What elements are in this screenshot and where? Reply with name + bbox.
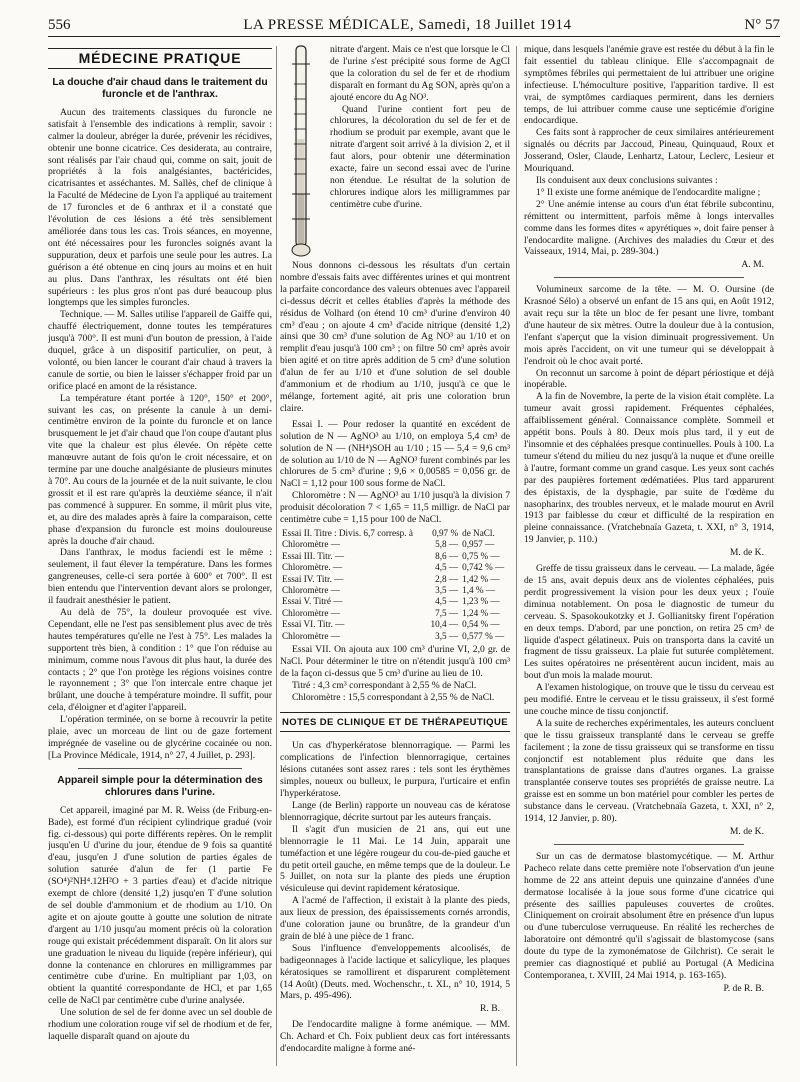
column-2 — [280, 44, 510, 1074]
paragraph: Sous l'influence d'enveloppements alcoolisés, de badigeonnages à l'acide lactique et salicylique, les plaques kératosiques se ramollirent et disparurent complètement (14 Août) (Deuts. med. Wochenschr., t. XL, n° 10, 1914, 5 Mars, p. 495-496). — [280, 942, 510, 1002]
table-cell: 3,5 — — [435, 584, 459, 595]
table-cell: 2,8 — — [435, 573, 459, 584]
column-rule-1 — [276, 46, 277, 1066]
page-header — [48, 10, 780, 37]
paragraph: Cet appareil, imaginé par M. R. Weiss (de Friburg-en-Bade), est formé d'un récipient cylindrique gradué (voir fig. ci-dessous) qui porte différents repères. On le remplit jusqu'en U d'urine du jour, étendue de 9 fois sa quantité d'eau, jusqu'en J d'une solution de parties égales de solution saturée d'alun de fer (1 partie Fe (SO⁴)²NH⁴.12H²O + 3 parties d'eau) et d'acide nitrique exempt de chlore (densité 1,2) jusqu'en T d'une solution de sel double d'ammonium et de rhodium au 1/10. On agite et on ajoute goutte à goutte une solution de nitrate d'argent au 1/10 jusqu'au moment précis où la coloration rouge qui existait précédemment disparaît. On lit alors sur une graduation le niveau du liquide (repère inférieur), qui donne la contenance en chlorures en milligrammes par centimètre cube d'urine. En multipliant par 1,03, on obtient la quantité correspondante de HCl, et par 1,65 celle de NaCl par centimètre cube d'urine analysée. — [48, 804, 272, 1007]
paragraph: Un cas d'hyperkératose blennorragique. — Parmi les complications de l'infection blennorragique, certaines lésions cutanées sont assez rares : tels sont les érythèmes simples, noueux ou bulleux, le purpura, l'urticaire et enfin l'hyperkératose. — [280, 740, 510, 800]
paragraph: Technique. — M. Salles utilise l'appareil de Gaiffe qui, chauffé électriquement, donne toutes les températures jusqu'à 700°. Il est muni d'un bouton de pression, à l'aide duquel, grâce à un dispositif particulier, on peut, à volonté, ou bien lancer le courant d'air chaud à travers la canule de sortie, ou bien le laisser s'échapper froid par un orifice placé en amont de la résistance. — [48, 309, 272, 392]
table-row — [280, 574, 510, 585]
table-cell: Essai III. Titr. — — [282, 550, 345, 561]
paragraph: Ils conduisent aux deux conclusions suivantes : — [536, 174, 718, 186]
paragraph: Quand l'urine contient fort peu de chlorures, la décoloration du sel de fer et de rhodium se produit par exemple, avant que le nitrate d'argent soit arrivé à la division 2, et il faut alors, pour obtenir une détermination exacte, faire un second essai avec de l'urine non étendue. Le résultat de la solution de chlorures indique alors les milligrammes par centimètre cube d'urine. — [330, 103, 510, 210]
paragraph: De l'endocardite maligne à forme anémique. — MM. Ch. Achard et Ch. Foix publient deux cas fort intéressants d'endocardite maligne à forme ané- — [280, 1019, 510, 1055]
paragraph: Chloromètre : 15,5 correspondant à 2,55 % de NaCl. — [292, 691, 495, 703]
paragraph: Titré : 4,3 cm³ correspondant à 2,55 % de NaCl. — [292, 679, 477, 691]
paragraph: Lange (de Berlin) rapporte un nouveau cas de kératose blennorragique, décrite surtout par les auteurs français. — [280, 799, 510, 823]
results-table — [280, 528, 510, 642]
paragraph: Greffe de tissu graisseux dans le cerveau. — La malade, âgée de 15 ans, avait depuis deux ans de violentes céphalées, puis perdit progressivement la vision pour les deux yeux ; l'ouïe diminua notablement. On posa le diagnostic de tumeur du cerveau. S. Spasokoukotzky et J. Gollianitsky firent l'opération en deux temps. D'abord, par une ponction, on retira 25 cm³ de liquide d'aspect gélatineux. Puis on transporta dans la cavité un fragment de tissu graisseux. La plaie fut suturée complètement. Les suites opératoires ne présentèrent aucun incident, mais au bout d'un mois la malade mourut. — [524, 563, 774, 682]
table-row — [280, 608, 510, 619]
table-row — [280, 562, 510, 573]
table-row — [280, 585, 510, 596]
table-row — [280, 528, 510, 539]
paragraph: La température étant portée à 120°, 150° et 200°, suivant les cas, on présente la canule à un demi-centimètre environ de la pointe du furoncle et on lance brusquement le jet d'air chaud que l'on coupe d'autant plus vite que la chaleur est plus élevée. On répète cette manœuvre autant de fois qu'on le croit nécessaire, et on termine par une douche analgésiante de plusieurs minutes à 70°. Au cours de la journée et de la nuit suivante, le clou grossit et il est rare qu'après la deuxième séance, il n'ait pas commencé à suppurer. En somme, il mûrit plus vite, et, au dire des malades après à faire la comparaison, cette phase d'expansion du furoncle est moins douloureuse après la douche d'air chaud. — [48, 392, 272, 547]
paragraph: Sur un cas de dermatose blastomycétique. — M. Arthur Pacheco relate dans cette première note l'observation d'un jeune homme de 22 ans atteint depuis une quinzaine d'années d'une dermatose localisée à la joue sous forme d'une cicatrice qui présente des saillies papuleuses couvertes de croûtes. Cliniquement on croirait absolument être en présence d'un lupus ou d'une tuberculose verruqueuse. En réalité les recherches de laboratoire ont démontré qu'il s'agissait de blastomycose (sans doute du type de la zymonématose de Gilchrist). Ce serait le premier cas diagnostiqué et publié au Portugal (A Medicina Contemporanea, t. XVIII, 24 Mai 1914, p. 163-165). — [524, 850, 774, 981]
journal-title: LA PRESSE MÉDICALE, Samedi, 18 Juillet 1914 — [243, 17, 572, 33]
paragraph: Chloromètre : N — AgNO³ au 1/10 jusqu'à la division 7 produisit décoloration 7 < 1,65 = 11,5 milligr. de NaCl par centimètre cube = 1,15 pour 100 de NaCl. — [280, 490, 510, 526]
table-cell: Essai VI. Titr. — — [282, 619, 345, 630]
table-cell: Chloromètre — — [282, 539, 340, 550]
table-cell: Essai II. Titre : Divis. 6,7 corresp. à — [282, 527, 413, 538]
paragraph: Ces faits sont à rapprocher de ceux similaires antérieurement signalés ou décrits par Jaccoud, Pineau, Quinquaud, Roux et Josserand, Osler, Claude, Lenhartz, Latour, Leclerc, Lesieur et Mouriquand. — [524, 127, 774, 175]
table-cell: Chloromètre. — — [282, 562, 343, 573]
column-1 — [48, 44, 272, 1074]
author-initials: A. M. — [741, 259, 764, 271]
table-cell: 1,42 % — — [462, 573, 500, 584]
paragraph: A l'examen histologique, on trouve que le tissu du cerveau est peu modifié. Entre le cerveau et le tissu graisseux, il s'est formé une couche mince de tissu conjonctif. — [524, 682, 774, 717]
table-cell: Essai V. Titré — — [282, 596, 343, 607]
table-row — [280, 619, 510, 630]
table-cell: 0,957 — — [462, 539, 495, 550]
paragraph: A la fin de Novembre, la perte de la vision était complète. La tumeur avait grossi rapidement. Fréquentes céphalées, affaiblissement général. Connaissance complète. Sommeil et appétit bons. Pouls à 80. Deux mois plus tard, il y eut de l'insomnie et des céphalées presque continuelles. Pouls à 100. La tumeur s'étend du milieu du nez jusqu'à la nuque et d'une oreille à l'autre, formant comme un grand casque. Les yeux sont cachés par des paupières fortement œdématiées. Plus tard apparurent des épistaxis, de la dysphagie, par suite de l'œdème du nasopharinx, des troubles nerveux, et le malade mourut en Avril 1913 par faiblesse du cœur et difficulté de la respiration en pleine connaissance. (Vratchebnaïa Gazeta, t. XXI, n° 3, 1914, 19 Janvier, p. 110.) — [524, 391, 774, 546]
table-cell: Chloromètre — — [282, 607, 340, 618]
column-rule-2 — [516, 46, 517, 1066]
table-cell: 0,54 % — — [462, 619, 500, 630]
table-cell: 10,4 — — [430, 619, 459, 630]
table-row — [280, 596, 510, 607]
section-title: MÉDECINE PRATIQUE — [48, 48, 272, 69]
paragraph: Dans l'anthrax, le modus faciendi est le même : seulement, il faut élever la température. Dans les formes gangreneuses, celle-ci sera portée à 600° et 700°. Il est bien entendu que l'intervention devant alors se prolonger, il faudrait anesthésier le patient. — [48, 547, 272, 607]
table-cell: 3,5 — — [435, 630, 459, 641]
paragraph: mique, dans lesquels l'anémie grave est restée du début à la fin le fait essentiel du tableau clinique. Elle s'accompagnait de symptômes fébriles qui permettaient de lui attribuer une origine infectieuse. L'hémoculture positive, l'apparition tardive. Il est vrai, de symptômes cardiaques permirent, dans les derniers temps, de lui attribuer comme cause une septicémie d'origine endocardique. — [524, 44, 774, 127]
table-row — [280, 539, 510, 550]
table-cell: 4,5 — — [435, 596, 459, 607]
paragraph: Nous donnons ci-dessous les résultats d'un certain nombre d'essais faits avec différentes urines et qui montrent la parfaite concordance des valeurs obtenues avec l'appareil ci-dessus décrit et celles établies d'après la méthode des résidus de Volhard (on étend 10 cm³ d'urine d'environ 40 cm³ d'eau ; on ajoute 4 cm³ d'acide nitrique (densité 1,2) ainsi que 30 cm³ d'une solution de Ag NO³ au 1/10 et on remplit d'eau jusqu'à 100 cm³ ; on filtre 50 cm³ après avoir bien agité et on titre après addition de 5 cm³ d'une solution d'alun de fer au 1/10 et d'une solution de sel double d'ammonium et de rhodium au 1/10, jusqu'à ce que le mélange, fortement agité, ait pris une coloration brun claire. — [280, 260, 510, 414]
table-cell: 0,97 % — [432, 527, 459, 538]
table-cell: 1,23 % — — [462, 596, 500, 607]
section-title: NOTES DE CLINIQUE ET DE THÉRAPEUTIQUE — [280, 712, 510, 733]
article-separator — [78, 768, 242, 769]
paragraph: Volumineux sarcome de la tête. — M. O. Oursine (de Krasnoé Sélo) a observé un enfant de 15 ans qui, en Août 1912, avait reçu sur la tête un bloc de fer pesant une livre, tombant d'une hauteur de six mètres. Outre la douleur due à la contusion, l'enfant s'aperçut que la vision diminuait progressivement. Un mois après l'accident, on vit une tumeur qui se développait à l'endroit où le choc avait porté. — [524, 284, 774, 367]
table-cell: 0,577 % — — [462, 630, 505, 641]
paragraph: Une solution de sel de fer donne avec un sel double de rhodium une coloration rouge vif sel de rhodium et de fer, laquelle disparaît quand on ajoute du — [48, 1007, 272, 1042]
author-initials: P. de R. B. — [723, 982, 764, 994]
figure-caption-text — [330, 44, 510, 211]
table-cell: 1,4 % — — [462, 584, 496, 595]
table-cell: de NaCl. — [462, 527, 495, 538]
table-cell: 5,8 — — [435, 539, 459, 550]
author-initials: R. B. — [480, 1003, 500, 1015]
paragraph: Il s'agit d'un musicien de 21 ans, qui eut une blennorragie le 11 Mai. Le 14 Juin, apparait une tuméfaction et une légère rougeur du cou-de-pied gauche et du petit orteil gauche, en même temps que de la douleur. Le 5 Juillet, on nota sur la plante des pieds une éruption vésiculeuse qui devint rapidement kératosique. — [280, 823, 510, 895]
article-separator — [554, 844, 744, 845]
table-cell: Chloromètre — — [282, 584, 340, 595]
table-row — [280, 631, 510, 642]
column-3 — [524, 44, 774, 1074]
paragraph: A la suite de recherches expérimentales, les auteurs concluent que le tissu graisseux transplanté dans le cerveau se greffe facilement ; la zone de tissu graisseux qui se transforme en tissu conjonctif est notablement plus réduite que dans les transplantations de graisse dans d'autres organes. La graisse transplantée conserve toutes ses propriétés de graisse neutre. La graisse est en somme un bon matériel pour combler les pertes de substance dans le cerveau. (Vratchebnaïa Gazeta, t. XXI, n° 2, 1914, 12 Janvier, p. 80). — [524, 717, 774, 825]
table-cell: 8,6 — — [435, 550, 459, 561]
table-cell: Chloromètre — — [282, 630, 340, 641]
author-initials: M. de K. — [729, 547, 764, 559]
paragraph: Aucun des traitements classiques du furoncle ne satisfait à l'ensemble des indications à remplir, savoir : calmer la douleur, abréger la durée, prévenir les récidives, obtenir une bonne cicatrice. Ces desiderata, au contraire, sont réalisés par l'air chaud qui, comme on sait, jouit de propriétés à la fois analgésiantes, bactéricides, cicatrisantes et asséchantes. M. Sallès, chef de clinique à la Faculté de Médecine de Lyon l'a appliqué au traitement de 17 furoncles et de 6 anthrax et il a constaté que l'évolution de ces lésions a été très sensiblement améliorée dans tous les cas. Trois séances, en moyenne, ont été nécessaires pour les furoncles soignés avant la suppuration, deux et parfois une seule pour les autres. La guérison a été obtenue en cinq jours au moins et en huit au plus. Dans l'anthrax, les résultats ont été bien supérieurs : les plus gros n'ont pas duré beaucoup plus longtemps que les simples furoncles. — [48, 106, 272, 309]
table-row — [280, 551, 510, 562]
article-separator — [554, 277, 744, 278]
figure-block — [280, 44, 510, 260]
table-cell: 7,5 — — [435, 607, 459, 618]
table-cell: 4,5 — — [435, 562, 459, 573]
paragraph: 1° Il existe une forme anémique de l'endocardite maligne ; — [536, 186, 761, 198]
issue-number: N° 57 — [744, 17, 780, 33]
paragraph: Essai I. — Pour redoser la quantité en excédent de solution de N — AgNO³ au 1/10, on employa 5,4 cm³ de solution de N — (NH⁴)SOH au 1/10 ; 15 — 5,4 = 9,6 cm³ de solution au 1/10 de N — AgNO³ furent combinés par les chlorures de 5 cm³ d'urine ; 9,6 × 0,00585 = 0,056 gr. de NaCl = 1,12 pour 100 sous forme de NaCl. — [280, 418, 510, 490]
paragraph: Au delà de 75°, la douleur provoquée est vive. Cependant, elle ne l'est pas sensiblement plus avec de très hautes températures qu'elle ne l'est à 75°. Les malades la supportent très bien, à condition : 1° que l'on réduise au minimum, comme nous l'avous dit plus haut, la durée des contacts ; 2° que l'on protège les régions voisines contre le rayonnement ; 3° que l'on intercale entre chaque jet brûlant, une douche à température moindre. Il suffit, pour cela, d'éloigner et d'agiter l'appareil. — [48, 606, 272, 714]
table-cell: 0,75 % — — [462, 550, 500, 561]
paragraph: L'opération terminée, on se borne à recouvrir la petite plaie, avec un morceau de lint ou de gaze fortement imprégnée de vaseline ou de glycérine cocainée ou non. [La Province Médicale, 1914, n° 27, 4 Juillet, p. 293]. — [48, 714, 272, 761]
table-cell: Essai IV. Titr. — — [282, 573, 344, 584]
paragraph: A l'acmé de l'affection, il existait à la plante des pieds, aux lieux de pression, des épaississements cornés arrondis, d'une coloration jaune ou brunâtre, de la grandeur d'un grain de blé à une pièce de 1 franc. — [280, 895, 510, 942]
article-title: La douche d'air chaud dans le traitement du furoncle et de l'anthrax. — [52, 76, 268, 100]
page-number: 556 — [48, 17, 71, 33]
table-cell: 1,24 % — — [462, 607, 500, 618]
paragraph: nitrate d'argent. Mais ce n'est que lorsque le Cl de l'urine s'est précipité sous forme de AgCl que la coloration du sel de fer et de rhodium disparaît en formant du Ag SON, après qu'on a ajouté encore du Ag NO³. — [330, 44, 510, 103]
article-title: Appareil simple pour la détermination des chlorures dans l'urine. — [57, 774, 263, 798]
author-initials: M. de K. — [729, 826, 764, 837]
graduated-tube-figure — [280, 44, 324, 260]
paragraph: 2° Une anémie intense au cours d'un état fébrile subcontinu, rémittent ou intermittent, parfois même à longs intervalles comme dans les formes dites « apyrétiques », doit faire penser à l'endocardite maligne. (Archives des maladies du Cœur et des Vaisseaux, 1914, Mai, p. 289-304.) — [524, 198, 774, 258]
paragraph: Essai VII. On ajouta aux 100 cm³ d'urine VI, 2,0 gr. de NaCl. Pour déterminer le titre on n'étendit jusqu'à 100 cm³ de la façon ci-dessus que 5 cm³ d'urine au lieu de 10. — [280, 644, 510, 679]
table-cell: 0,742 % — — [462, 562, 505, 573]
paragraph: On reconnut un sarcome à point de départ périostique et déjà inopérable. — [524, 367, 774, 391]
